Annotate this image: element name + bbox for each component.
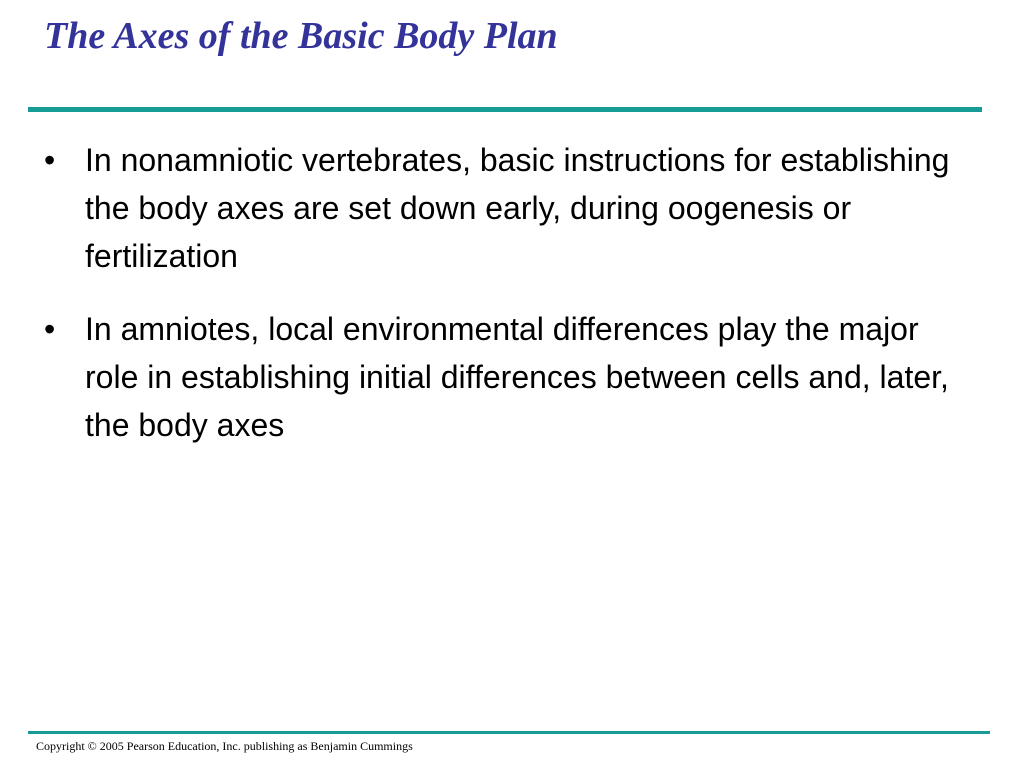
bullet-text: In nonamniotic vertebrates, basic instructions for establishing the body axes are set down early, during oogenesis or fertilization [85, 142, 950, 274]
bullet-point-icon: • [44, 311, 56, 347]
bullet-item [44, 305, 974, 449]
slide-title: The Axes of the Basic Body Plan [44, 15, 558, 57]
title-divider [28, 107, 982, 112]
bullet-list [44, 136, 974, 474]
bullet-item [44, 136, 974, 280]
bullet-text: In amniotes, local environmental differences play the major role in establishing initial differences between cells and, later, the body axes [85, 311, 949, 443]
copyright-notice: Copyright © 2005 Pearson Education, Inc. publishing as Benjamin Cummings [36, 739, 413, 753]
footer-divider [28, 731, 990, 734]
bullet-point-icon: • [44, 142, 56, 178]
